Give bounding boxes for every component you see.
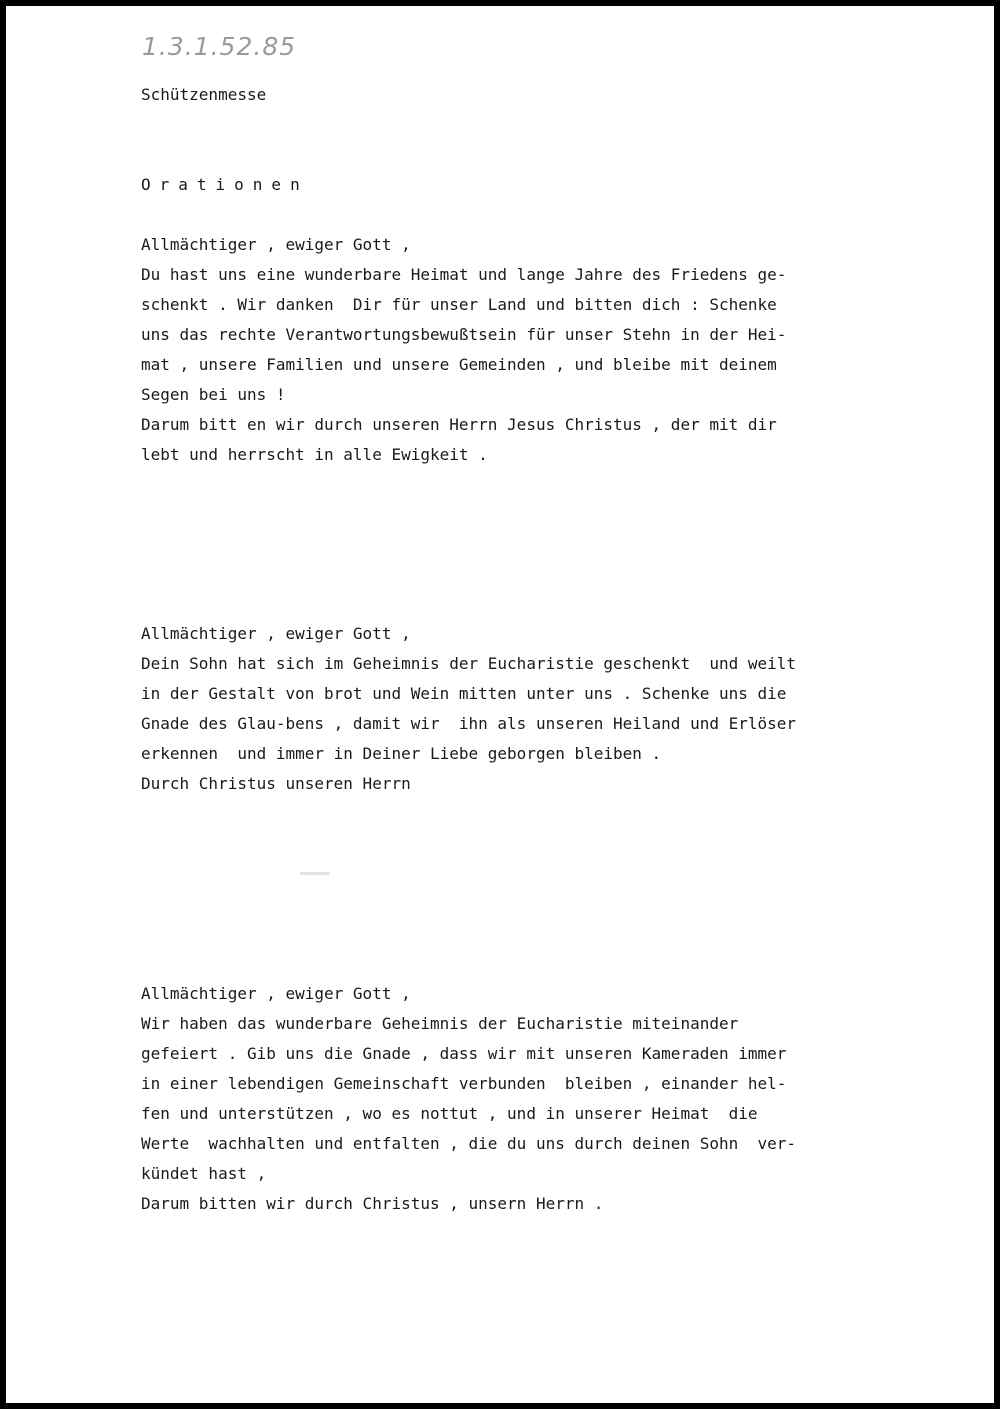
prayer-line: fen und unterstützen , wo es nottut , und in unserer Heimat die: [141, 1104, 758, 1123]
prayer-line: kündet hast ,: [141, 1164, 267, 1183]
prayer-line: erkennen und immer in Deiner Liebe geborgen bleiben .: [141, 744, 662, 763]
prayer-line: Darum bitten wir durch Christus , unsern Herrn .: [141, 1194, 604, 1213]
document-title: Schützenmesse: [141, 85, 267, 104]
prayer-line: in der Gestalt von brot und Wein mitten unter uns . Schenke uns die: [141, 684, 787, 703]
prayer-line: Darum bitt en wir durch unseren Herrn Jesus Christus , der mit dir: [141, 415, 777, 434]
section-heading: Orationen: [141, 175, 309, 194]
prayer-line: Allmächtiger , ewiger Gott ,: [141, 984, 411, 1003]
prayer-line: Dein Sohn hat sich im Geheimnis der Eucharistie geschenkt und weilt: [141, 654, 797, 673]
prayer-line: gefeiert . Gib uns die Gnade , dass wir mit unseren Kameraden immer: [141, 1044, 787, 1063]
prayer-line: Durch Christus unseren Herrn: [141, 774, 411, 793]
paper-smudge: [300, 872, 330, 875]
prayer-line: uns das rechte Verantwortungsbewußtsein für unser Stehn in der Hei-: [141, 325, 787, 344]
prayer-line: Segen bei uns !: [141, 385, 286, 404]
prayer-line: in einer lebendigen Gemeinschaft verbunden bleiben , einander hel-: [141, 1074, 787, 1093]
prayer-line: lebt und herrscht in alle Ewigkeit .: [141, 445, 488, 464]
prayer-line: schenkt . Wir danken Dir für unser Land und bitten dich : Schenke: [141, 295, 777, 314]
prayer-line: Wir haben das wunderbare Geheimnis der Eucharistie miteinander: [141, 1014, 739, 1033]
prayer-line: mat , unsere Familien und unsere Gemeinden , und bleibe mit deinem: [141, 355, 777, 374]
document-page: [6, 6, 994, 1403]
prayer-line: Werte wachhalten und entfalten , die du uns durch deinen Sohn ver-: [141, 1134, 797, 1153]
prayer-line: Du hast uns eine wunderbare Heimat und lange Jahre des Friedens ge-: [141, 265, 787, 284]
prayer-line: Allmächtiger , ewiger Gott ,: [141, 235, 411, 254]
prayer-line: Gnade des Glau-bens , damit wir ihn als unseren Heiland und Erlöser: [141, 714, 797, 733]
prayer-line: Allmächtiger , ewiger Gott ,: [141, 624, 411, 643]
handwritten-archive-number: 1.3.1.52.85: [142, 32, 297, 61]
